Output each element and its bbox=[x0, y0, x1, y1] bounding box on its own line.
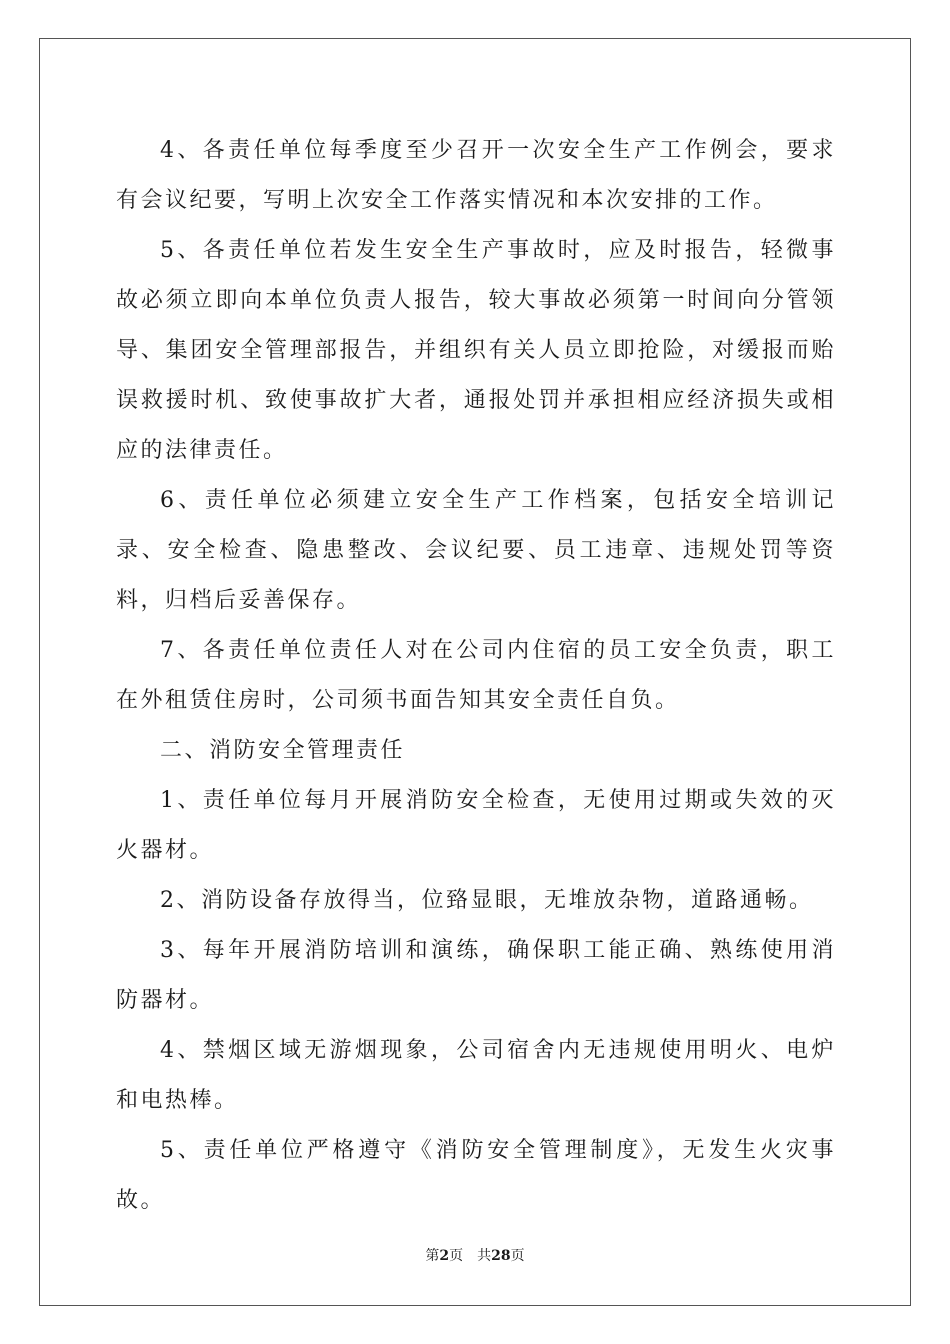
total-pages: 28 bbox=[491, 1248, 511, 1264]
total-prefix: 共 bbox=[477, 1248, 492, 1264]
paragraph: 4、禁烟区域无游烟现象，公司宿舍内无违规使用明火、电炉和电热棒。 bbox=[116, 1038, 836, 1113]
section-heading: 二、消防安全管理责任 bbox=[160, 738, 406, 763]
page-number: 2 bbox=[439, 1248, 450, 1264]
page-prefix: 第 bbox=[425, 1248, 440, 1264]
page-footer bbox=[0, 1246, 950, 1266]
paragraph: 4、各责任单位每季度至少召开一次安全生产工作例会，要求有会议纪要，写明上次安全工作落实情况和本次安排的工作。 bbox=[116, 138, 836, 213]
total-suffix: 页 bbox=[510, 1248, 525, 1264]
document-body bbox=[116, 126, 836, 1226]
paragraph: 6、责任单位必须建立安全生产工作档案，包括安全培训记录、安全检查、隐患整改、会议纪要、员工违章、违规处罚等资料，归档后妥善保存。 bbox=[116, 488, 836, 613]
paragraph: 2、消防设备存放得当，位臵显眼，无堆放杂物，道路通畅。 bbox=[160, 888, 814, 913]
paragraph: 3、每年开展消防培训和演练，确保职工能正确、熟练使用消防器材。 bbox=[116, 938, 836, 1013]
paragraph: 5、责任单位严格遵守《消防安全管理制度》，无发生火灾事故。 bbox=[116, 1138, 836, 1213]
paragraph: 1、责任单位每月开展消防安全检查，无使用过期或失效的灭火器材。 bbox=[116, 788, 836, 863]
paragraph: 7、各责任单位责任人对在公司内住宿的员工安全负责，职工在外租赁住房时，公司须书面告知其安全责任自负。 bbox=[116, 638, 836, 713]
page-suffix: 页 bbox=[449, 1248, 464, 1264]
paragraph: 5、各责任单位若发生安全生产事故时，应及时报告，轻微事故必须立即向本单位负责人报告，较大事故必须第一时间向分管领导、集团安全管理部报告，并组织有关人员立即抢险，对缓报而贻误救援时机、致使事故扩大者，通报处罚并承担相应经济损失或相应的法律责任。 bbox=[116, 238, 836, 463]
